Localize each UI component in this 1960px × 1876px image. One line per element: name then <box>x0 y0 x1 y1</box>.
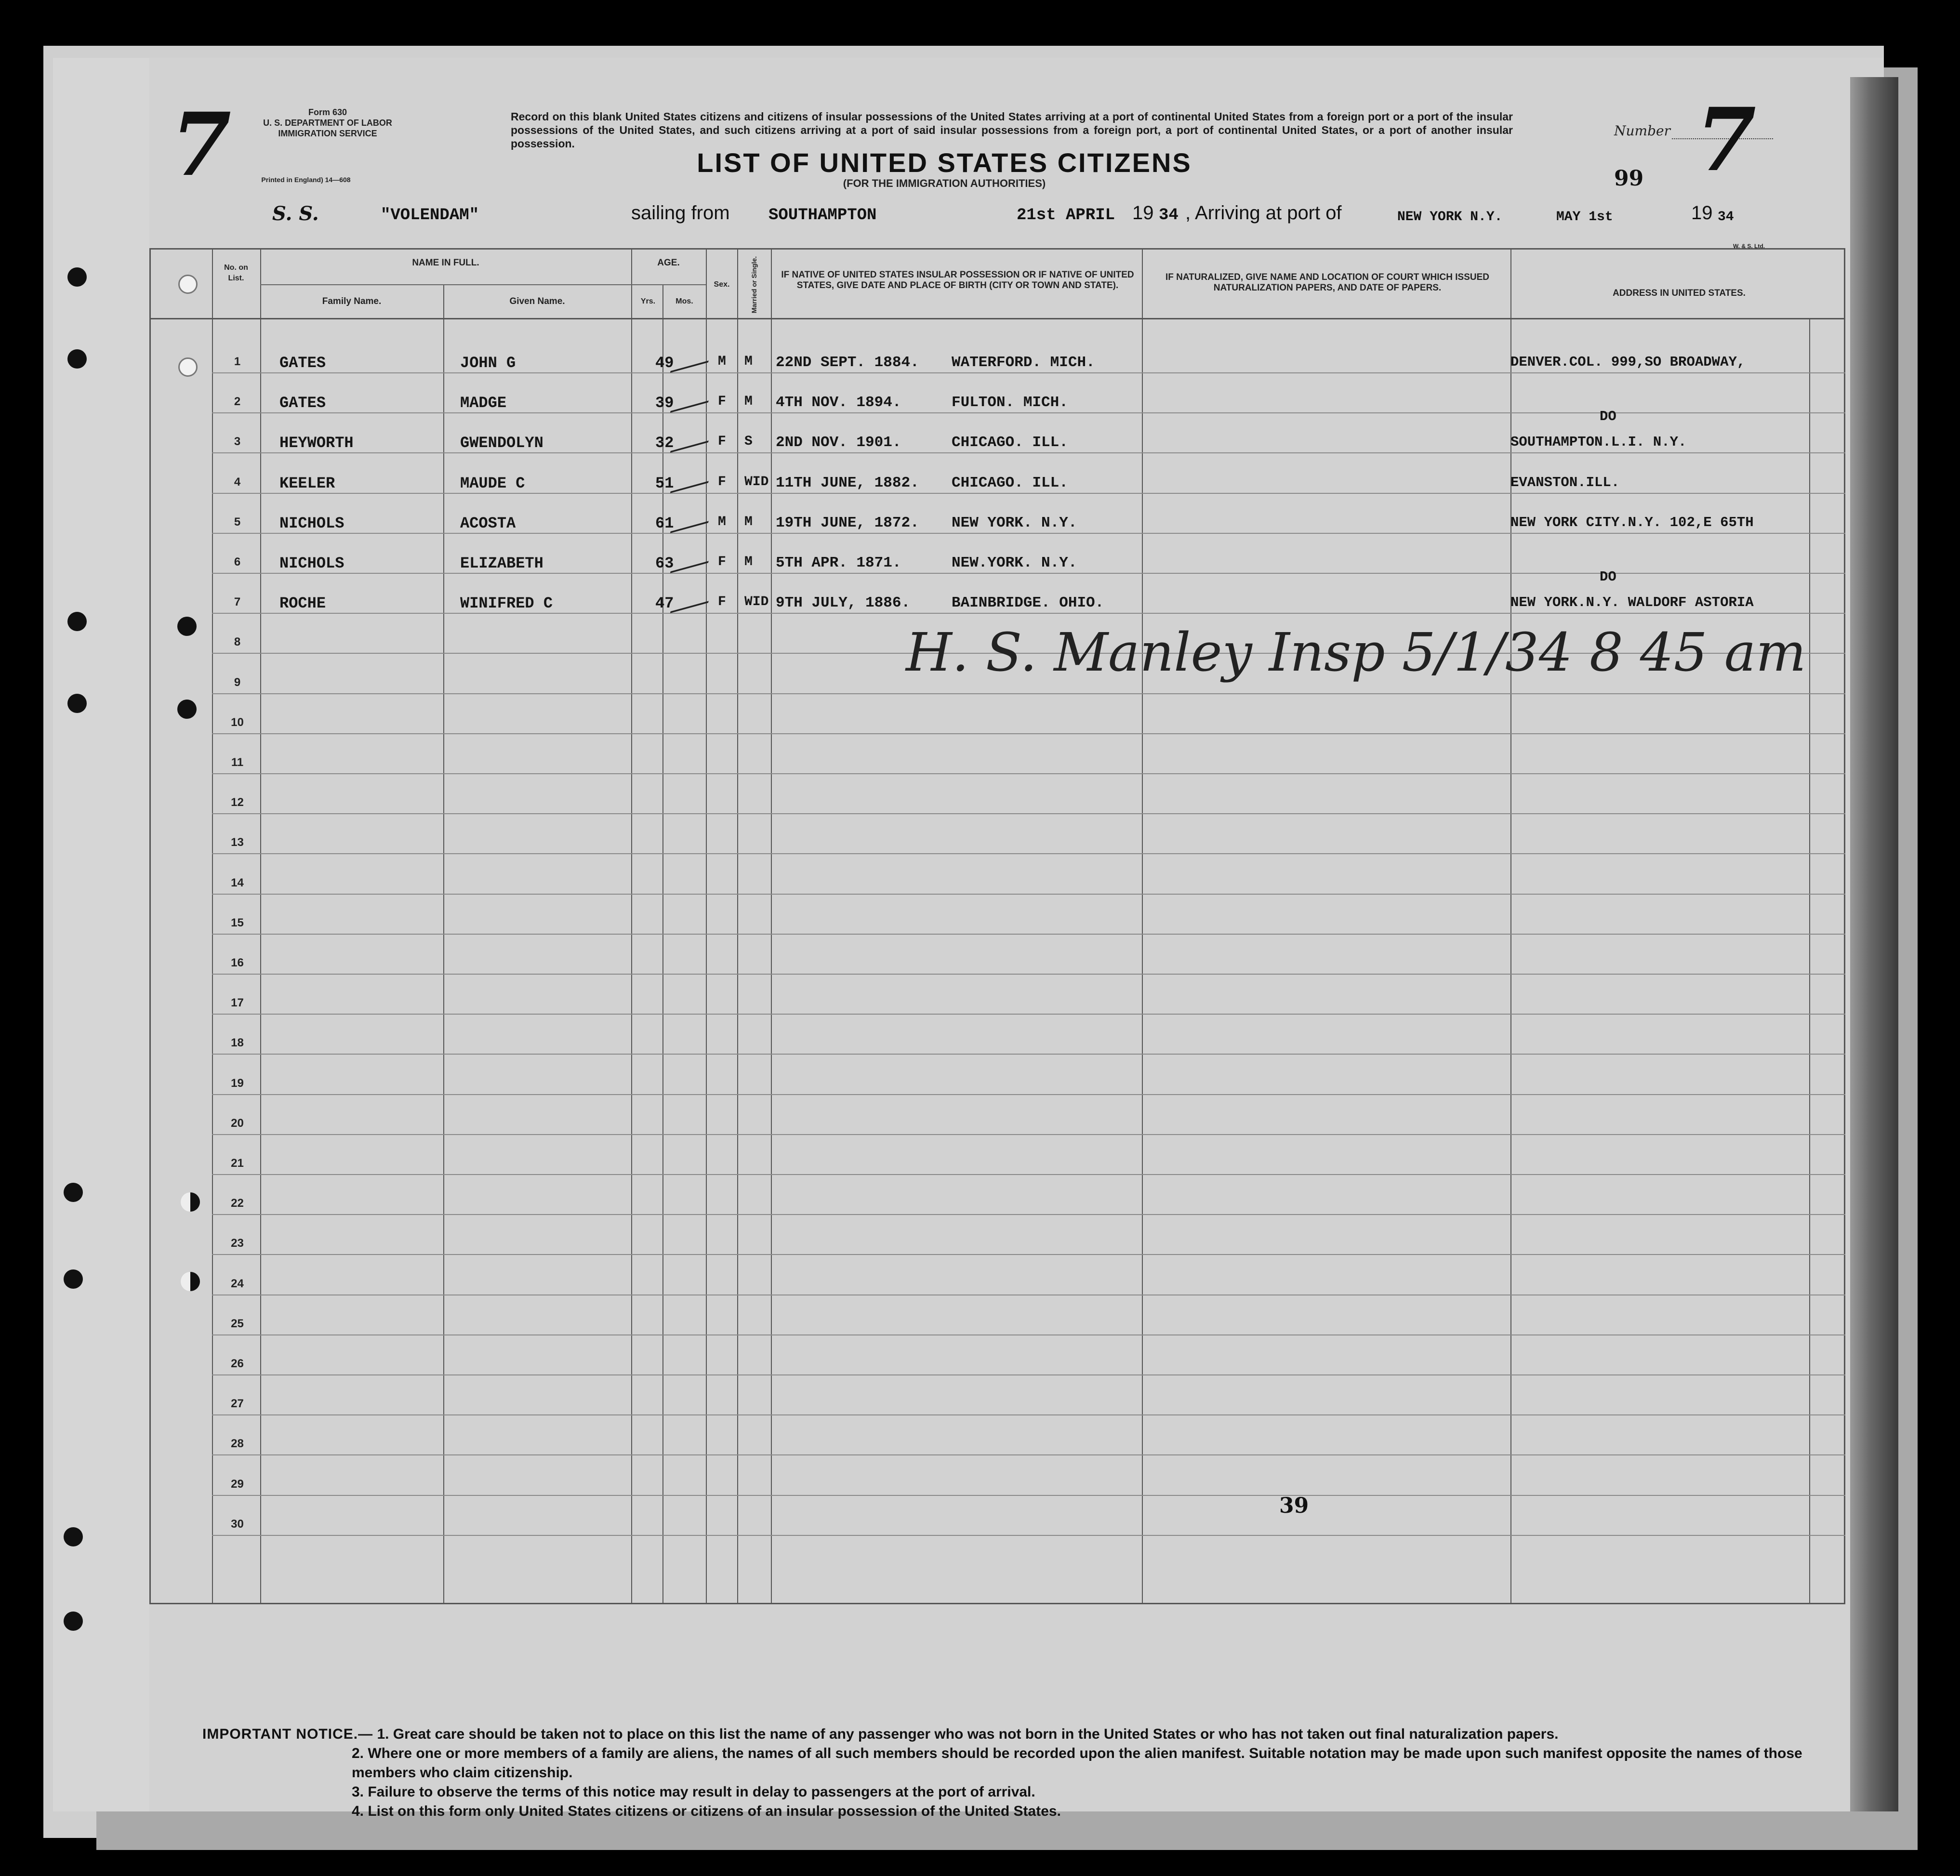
binder-edge <box>1850 77 1898 1811</box>
birth-place-cell: WATERFORD. MICH. <box>952 354 1095 371</box>
row-line <box>212 1495 1845 1496</box>
row-number: 4 <box>234 475 241 489</box>
family-name-cell: GATES <box>279 354 326 372</box>
page-subtitle: (FOR THE IMMIGRATION AUTHORITIES) <box>843 177 1046 189</box>
row-line <box>212 733 1845 734</box>
marital-status-cell: WID <box>744 595 769 610</box>
row-line <box>212 533 1845 534</box>
year-suffix: 34 <box>1159 206 1179 225</box>
name-subdivider <box>260 284 631 285</box>
given-name-cell: GWENDOLYN <box>460 434 543 452</box>
row-number: 13 <box>231 836 244 849</box>
manifest-table <box>149 248 1845 1604</box>
birth-date-cell: 19TH JUNE, 1872. <box>776 514 919 531</box>
given-name-cell: JOHN G <box>460 354 516 372</box>
row-number: 18 <box>231 1036 244 1050</box>
service-name: IMMIGRATION SERVICE <box>278 129 377 138</box>
binding-margin <box>53 58 149 1811</box>
given-name-cell: ACOSTA <box>460 514 516 532</box>
address-cell: SOUTHAMPTON.L.I. N.Y. <box>1510 434 1687 450</box>
marital-status-cell: S <box>744 434 753 449</box>
column-divider <box>212 248 213 1604</box>
age-cell: 61 <box>655 514 674 532</box>
row-number: 17 <box>231 996 244 1010</box>
punch-hole <box>64 1527 83 1546</box>
voyage-line <box>272 202 319 231</box>
age-cell: 51 <box>655 474 674 492</box>
column-divider <box>260 248 261 1604</box>
row-number: 11 <box>231 756 244 769</box>
family-name-cell: GATES <box>279 394 326 412</box>
marital-status-cell: WID <box>744 474 769 489</box>
page-title: LIST OF UNITED STATES CITIZENS <box>697 147 1192 178</box>
address-cell: DO <box>1600 569 1616 585</box>
row-line <box>212 493 1845 494</box>
column-divider <box>631 248 632 1604</box>
row-number: 6 <box>234 555 241 568</box>
row-line <box>212 1535 1845 1536</box>
row-line <box>212 1414 1845 1415</box>
given-name-cell: ELIZABETH <box>460 555 543 572</box>
address-cell: DO <box>1600 409 1616 425</box>
birth-place-cell: NEW YORK. N.Y. <box>952 514 1077 531</box>
row-line <box>212 613 1845 614</box>
row-line <box>212 1334 1845 1335</box>
sex-cell: F <box>718 595 726 610</box>
row-number: 30 <box>231 1517 244 1531</box>
address-cell: NEW YORK.N.Y. WALDORF ASTORIA <box>1510 595 1754 611</box>
important-notice <box>202 1725 1812 1821</box>
row-line <box>212 452 1845 453</box>
sheet-id: 99 <box>1614 166 1644 191</box>
row-number: 2 <box>234 395 241 409</box>
row-number: 9 <box>234 675 241 689</box>
row-number: 22 <box>231 1197 244 1210</box>
row-number: 23 <box>231 1237 244 1250</box>
arrival-date: MAY 1st <box>1556 210 1613 225</box>
ship-name: "VOLENDAM" <box>381 206 479 225</box>
row-number: 10 <box>231 715 244 729</box>
punch-hole <box>64 1269 83 1289</box>
family-name-cell: HEYWORTH <box>279 434 354 452</box>
year-prefix: 19 <box>1132 202 1154 224</box>
notice-heading: IMPORTANT NOTICE.— <box>202 1726 373 1742</box>
header-address: ADDRESS IN UNITED STATES. <box>1613 288 1746 298</box>
row-line <box>212 1174 1845 1175</box>
birth-date-cell: 11TH JUNE, 1882. <box>776 474 919 491</box>
row-number: 12 <box>231 796 244 809</box>
row-number: 27 <box>231 1397 244 1411</box>
birth-date-cell: 5TH APR. 1871. <box>776 555 901 571</box>
row-line <box>212 1254 1845 1255</box>
form-number: Form 630 <box>308 107 347 117</box>
port-from: SOUTHAMPTON <box>768 206 877 225</box>
column-divider <box>443 284 444 1604</box>
age-cell: 47 <box>655 595 674 613</box>
birth-date-cell: 4TH NOV. 1894. <box>776 394 901 411</box>
column-divider <box>737 248 738 1604</box>
punch-hole <box>64 1183 83 1202</box>
header-native-info: IF NATIVE OF UNITED STATES INSULAR POSSESSION OR IF NATIVE OF UNITED STATES, GIVE DATE AND PLACE OF BIRTH (CITY OR TOWN AND STATE). <box>781 270 1134 291</box>
row-line <box>212 853 1845 854</box>
row-line <box>212 1134 1845 1135</box>
arrival-year-prefix: 19 <box>1691 202 1713 224</box>
row-number: 20 <box>231 1116 244 1130</box>
row-line <box>212 1054 1845 1055</box>
age-cell: 32 <box>655 434 674 452</box>
row-line <box>212 693 1845 694</box>
sex-cell: F <box>718 394 726 410</box>
family-name-cell: NICHOLS <box>279 555 344 572</box>
printer-note: Printed in England) 14—608 <box>261 176 351 184</box>
sex-cell: F <box>718 434 726 449</box>
notice-item: 1. Great care should be taken not to place on this list the name of any passenger who was not born in the United States or who has not taken out final naturalization papers. <box>377 1726 1559 1742</box>
header-married-single: Married or Single. <box>750 256 758 314</box>
punch-hole <box>67 612 87 631</box>
handwritten-number: 7 <box>1696 89 1757 191</box>
row-line <box>212 773 1845 774</box>
family-name-cell: KEELER <box>279 474 335 492</box>
row-line <box>212 1374 1845 1375</box>
marital-status-cell: M <box>744 354 753 369</box>
row-number: 26 <box>231 1357 244 1370</box>
row-number: 16 <box>231 956 244 969</box>
header-yrs: Yrs. <box>640 297 656 305</box>
instructions-paragraph: Record on this blank United States citizens and citizens of insular possessions of the United States arriving at a port of continental United States from a foreign port or a port of the insular possessions of the United States, and such citizens arriving at a port of said insular possessions from a foreign port, a port of continental United States, or a port of another insular possession. <box>511 110 1513 150</box>
printer-mark: W. & S. Ltd. <box>1733 243 1765 250</box>
row-number: 19 <box>231 1076 244 1090</box>
row-line <box>212 894 1845 895</box>
notice-item: 4. List on this form only United States citizens or citizens of an insular possession of the United States. <box>352 1803 1061 1819</box>
row-line <box>212 813 1845 814</box>
row-line <box>212 1094 1845 1095</box>
column-divider <box>706 248 707 1604</box>
birth-place-cell: CHICAGO. ILL. <box>952 474 1068 491</box>
header-divider <box>149 318 1845 319</box>
header-mos: Mos. <box>675 297 693 305</box>
handwritten-list-number: 7 <box>171 94 232 196</box>
address-cell: EVANSTON.ILL. <box>1510 474 1620 490</box>
row-line <box>212 1014 1845 1015</box>
row-number: 7 <box>234 595 241 609</box>
sex-cell: M <box>718 514 726 529</box>
birth-place-cell: BAINBRIDGE. OHIO. <box>952 595 1104 612</box>
row-number: 24 <box>231 1277 244 1290</box>
sailing-from-label: sailing from <box>631 202 730 224</box>
ss-label: S. S. <box>272 202 319 225</box>
age-cell: 49 <box>655 354 674 372</box>
row-number: 8 <box>234 635 241 649</box>
departure-date: 21st APRIL <box>1017 206 1115 225</box>
given-name-cell: WINIFRED C <box>460 595 553 613</box>
birth-place-cell: NEW.YORK. N.Y. <box>952 555 1077 571</box>
number-label: Number <box>1614 123 1670 139</box>
address-cell: DENVER.COL. 999,SO BROADWAY, <box>1510 354 1746 370</box>
family-name-cell: ROCHE <box>279 595 326 613</box>
header-age: AGE. <box>657 258 680 268</box>
row-number: 28 <box>231 1437 244 1451</box>
department-name: U. S. DEPARTMENT OF LABOR <box>263 118 392 128</box>
age-subdivider <box>631 284 706 285</box>
marital-status-cell: M <box>744 394 753 410</box>
arrival-year-suffix: 34 <box>1718 210 1734 225</box>
row-number: 14 <box>231 876 244 889</box>
birth-place-cell: FULTON. MICH. <box>952 394 1068 411</box>
column-divider <box>1809 318 1810 1604</box>
stamp-number: 39 <box>1279 1493 1309 1518</box>
marital-status-cell: M <box>744 555 753 569</box>
address-cell: NEW YORK CITY.N.Y. 102,E 65TH <box>1510 514 1754 530</box>
header-sex: Sex. <box>714 280 730 289</box>
notice-item: 3. Failure to observe the terms of this notice may result in delay to passengers at the port of arrival. <box>352 1784 1035 1800</box>
given-name-cell: MADGE <box>460 394 507 412</box>
column-divider <box>1510 248 1511 1604</box>
header-no-on-list: No. on List. <box>224 264 248 282</box>
row-number: 15 <box>231 916 244 929</box>
birth-date-cell: 22ND SEPT. 1884. <box>776 354 919 371</box>
row-number: 29 <box>231 1477 244 1491</box>
header-family-name: Family Name. <box>322 296 382 306</box>
row-line <box>212 1214 1845 1215</box>
birth-date-cell: 9TH JULY, 1886. <box>776 595 911 612</box>
punch-hole <box>67 349 87 369</box>
inspector-signature: H. S. Manley Insp 5/1/34 8 45 am <box>906 621 1806 683</box>
header-given-name: Given Name. <box>509 296 565 306</box>
row-number: 21 <box>231 1157 244 1170</box>
port-arrival: NEW YORK N.Y. <box>1397 210 1503 225</box>
birth-place-cell: CHICAGO. ILL. <box>952 434 1068 451</box>
family-name-cell: NICHOLS <box>279 514 344 532</box>
age-cell: 63 <box>655 555 674 572</box>
header-name-in-full: NAME IN FULL. <box>412 258 479 268</box>
row-line <box>212 1454 1845 1455</box>
marital-status-cell: M <box>744 514 753 529</box>
row-line <box>212 372 1845 373</box>
punch-hole <box>64 1612 83 1631</box>
birth-date-cell: 2ND NOV. 1901. <box>776 434 901 451</box>
row-line <box>212 934 1845 935</box>
header-naturalized-info: IF NATURALIZED, GIVE NAME AND LOCATION OF COURT WHICH ISSUED NATURALIZATION PAPERS, AND DATE OF PAPERS. <box>1165 272 1489 293</box>
sex-cell: F <box>718 474 726 489</box>
arriving-label: , Arriving at port of <box>1185 202 1342 224</box>
row-number: 25 <box>231 1317 244 1330</box>
column-divider <box>1142 248 1143 1604</box>
row-number: 3 <box>234 435 241 449</box>
given-name-cell: MAUDE C <box>460 474 525 492</box>
age-cell: 39 <box>655 394 674 412</box>
column-divider <box>771 248 772 1604</box>
punch-hole <box>67 267 87 287</box>
row-line <box>212 974 1845 975</box>
sex-cell: M <box>718 354 726 369</box>
sex-cell: F <box>718 555 726 569</box>
punch-hole <box>67 694 87 713</box>
notice-item: 2. Where one or more members of a family are aliens, the names of all such members should be recorded upon the alien manifest. Suitable notation may be made upon such manifest opposite the names of those members who claim citizenship. <box>352 1745 1802 1781</box>
row-number: 5 <box>234 515 241 528</box>
row-number: 1 <box>234 355 241 368</box>
